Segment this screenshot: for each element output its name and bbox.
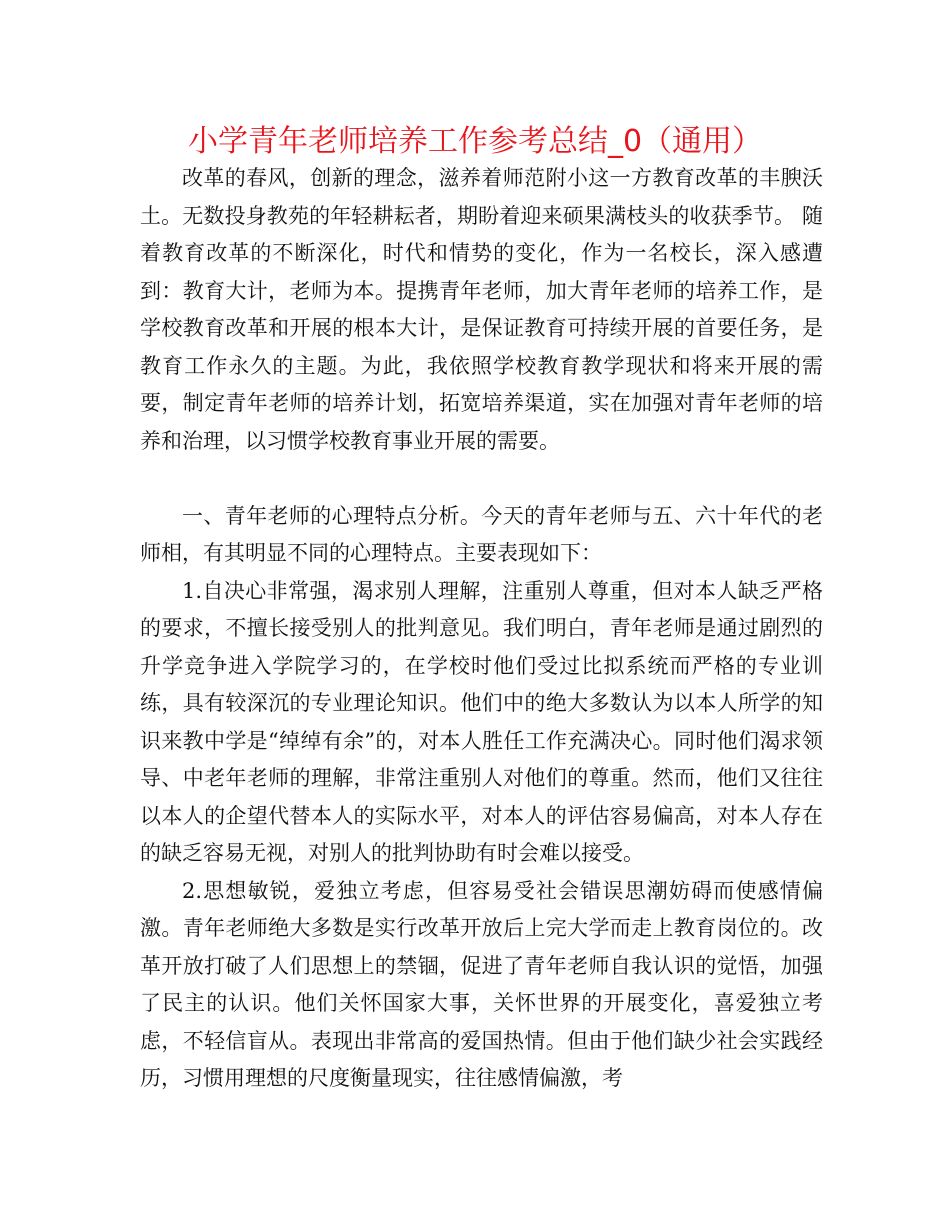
paragraph-point-2: 2.思想敏锐，爱独立考虑，但容易受社会错误思潮妨碍而使感情偏激。青年老师绝大多数是实行改革开放后上完大学而走上教育岗位的。改革开放打破了人们思想上的禁锢，促进了青年老师自我认识的觉悟，加强了民主的认识。他们关怀国家大事，关怀世界的开展变化，喜爱独立考虑，不轻信盲从。表现出非常高的爱国热情。但由于他们缺少社会实践经历，习惯用理想的尺度衡量现实，往往感情偏激，考: [140, 878, 823, 1090]
paragraph-point-1: 1.自决心非常强，渴求别人理解，注重别人尊重，但对本人缺乏严格的要求，不擅长接受别人的批判意见。我们明白，青年老师是通过剧烈的升学竞争进入学院学习的，在学校时他们受过比拟系统而严格的专业训练，具有较深沉的专业理论知识。他们中的绝大多数认为以本人所学的知识来教中学是“绰绰有余”的，对本人胜任工作充满决心。同时他们渴求领导、中老年老师的理解，非常注重别人对他们的尊重。然而，他们又往往以本人的企望代替本人的实际水平，对本人的评估容易偏高，对本人存在的缺乏容易无视，对别人的批判协助有时会难以接受。: [140, 578, 823, 865]
document-title: 小学青年老师培养工作参考总结_0（通用）: [187, 124, 763, 159]
paragraph-section-1: 一、青年老师的心理特点分析。今天的青年老师与五、六十年代的老师相，有其明显不同的心理特点。主要表现如下：: [140, 503, 823, 565]
document-body: [140, 160, 823, 1098]
paragraph-intro: 改革的春风，创新的理念，滋养着师范附小这一方教育改革的丰腴沃土。无数投身教苑的年轻耕耘者，期盼着迎来硕果满枝头的收获季节。 随着教育改革的不断深化，时代和情势的变化，作为一名校长，深入感遭到：教育大计，老师为本。提携青年老师，加大青年老师的培养工作，是学校教育改革和开展的根本大计，是保证教育可持续开展的首要任务，是教育工作永久的主题。为此，我依照学校教育教学现状和将来开展的需要，制定青年老师的培养计划，拓宽培养渠道，实在加强对青年老师的培养和治理，以习惯学校教育事业开展的需要。: [140, 166, 823, 453]
